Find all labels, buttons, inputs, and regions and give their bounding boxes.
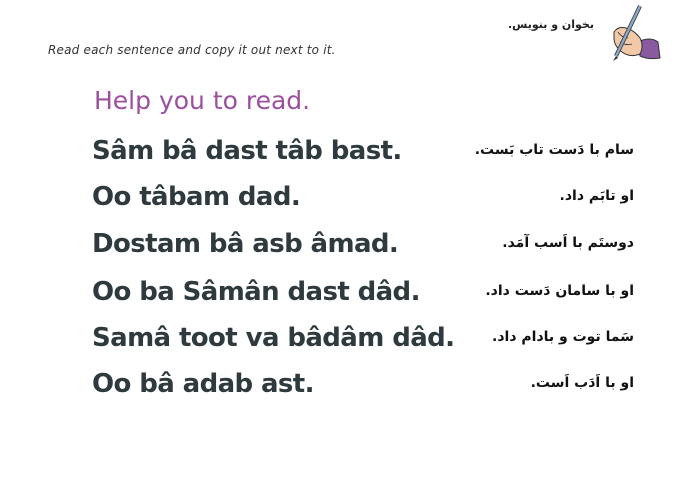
sentence-farsi: او با سامان دَست داد. <box>485 283 634 299</box>
sentence-latin: Oo ba Sâmân dast dâd. <box>92 277 420 307</box>
sentence-row <box>0 277 690 323</box>
sentence-farsi: سام با دَست تاب بَست. <box>474 142 634 158</box>
sentence-latin: Sâm bâ dast tâb bast. <box>92 136 402 166</box>
hand-writing-icon <box>600 2 662 62</box>
header-title-fa: بخوان و بنویس. <box>508 18 594 31</box>
sentence-row <box>0 182 690 228</box>
sentence-row <box>0 369 690 415</box>
sentence-row <box>0 136 690 182</box>
sentence-latin: Oo bâ adab ast. <box>92 369 314 399</box>
sentence-latin: Oo tâbam dad. <box>92 182 301 212</box>
sentence-row <box>0 229 690 275</box>
instruction-text: Read each sentence and copy it out next to it. <box>48 43 336 57</box>
helper-heading: Help you to read. <box>94 86 311 115</box>
sentence-farsi: سَما توت و بادام داد. <box>492 329 634 345</box>
sentence-farsi: دوستَم با اَسب آمَد. <box>502 235 634 251</box>
sentence-row <box>0 323 690 369</box>
sentence-farsi: او تابَم داد. <box>559 188 634 204</box>
sentence-farsi: او با اَدَب اَست. <box>530 375 634 391</box>
sentence-latin: Dostam bâ asb âmad. <box>92 229 399 259</box>
sentence-latin: Samâ toot va bâdâm dâd. <box>92 323 455 353</box>
